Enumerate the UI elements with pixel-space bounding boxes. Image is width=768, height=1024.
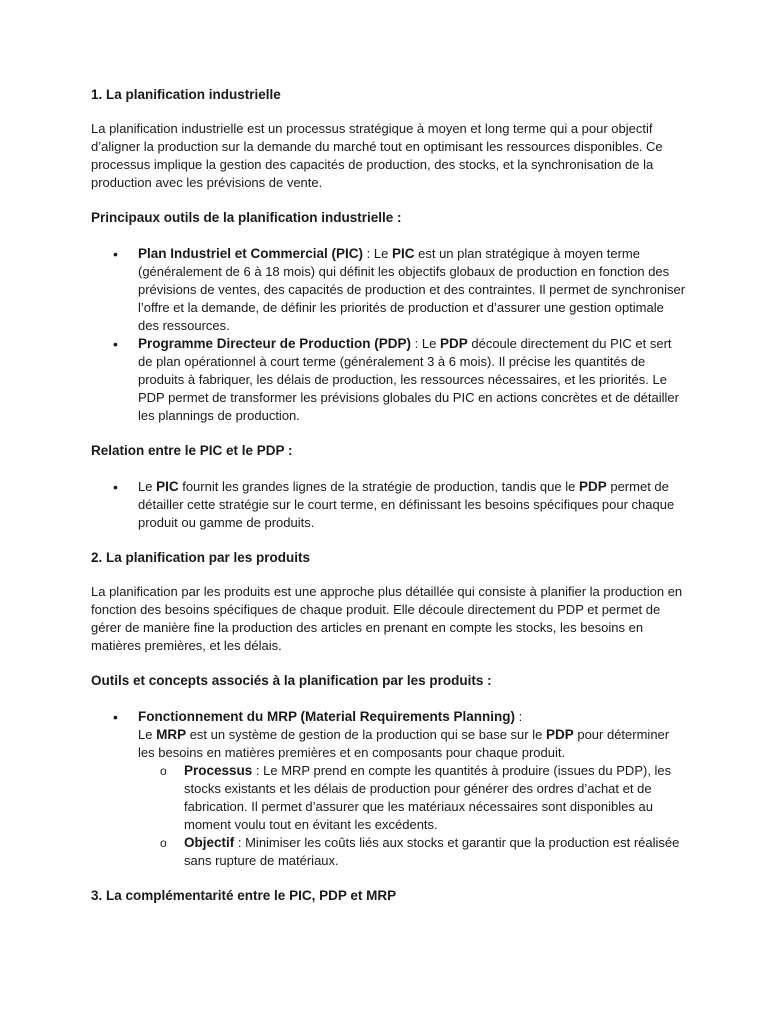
pdp-text: découle directement du PIC et sert de plan opérationnel à court terme (généralement 3 à 6 mois). Il précise les quantités de produits à fabriquer, les délais de production, les ressources nécessaires, et les priorités. Le PDP permet de transformer les prévisions globales du PIC en actions concrètes et de détailler les plannings de production.: [138, 336, 679, 423]
mrp-post: pour déterminer les besoins en matières premières et en composants pour chaque produit.: [138, 727, 670, 760]
pdp-term: Programme Directeur de Production (PDP): [138, 336, 412, 351]
mrp-abbr-pdp: PDP: [545, 727, 574, 742]
processus-text: : Le MRP prend en compte les quantités à produire (issues du PDP), les stocks existants et les délais de production pour générer des ordres d’achat et de fabrication. Il permet d’assurer que les matériaux nécessaires sont disponibles au moment voulu tout en évitant les excédents.: [184, 763, 672, 832]
relation-mid: fournit les grandes lignes de la stratégie de production, tandis que le: [178, 479, 579, 494]
pic-abbr: PIC: [391, 246, 415, 261]
section-3-title: 3. La complémentarité entre le PIC, PDP et MRP: [91, 888, 397, 903]
section-2-tools-heading: Outils et concepts associés à la planification par les produits :: [91, 673, 492, 688]
document-page: [91, 86, 687, 905]
list-item-pic: [91, 245, 687, 335]
mrp-sublist: [138, 762, 687, 870]
section-1-tools-list: [91, 245, 687, 425]
list-item-relation: [91, 478, 687, 532]
relation-post: permet de détailler cette stratégie sur le court terme, en définissant les besoins spécifiques pour chaque produit ou gamme de produits.: [138, 479, 675, 530]
mrp-mid: est un système de gestion de la production qui se base sur le: [186, 727, 546, 742]
pic-text: est un plan stratégique à moyen terme (généralement de 6 à 18 mois) qui définit les objectifs globaux de production en fonction des prévisions de ventes, des capacités de production et des contraintes. Il permet de synchroniser l’offre et la demande, de définir les priorités de production et d’assurer une gestion optimale des ressources.: [138, 246, 686, 333]
sub-item-processus: [138, 762, 687, 834]
list-item-mrp: [91, 708, 687, 870]
relation-abbr-pic: PIC: [156, 479, 179, 494]
sub-item-objectif: [138, 834, 687, 870]
relation-abbr-pdp: PDP: [578, 479, 607, 494]
section-1-title: 1. La planification industrielle: [91, 87, 281, 102]
objectif-term: Objectif: [184, 835, 235, 850]
relation-heading: Relation entre le PIC et le PDP :: [91, 443, 293, 458]
mrp-abbr: MRP: [156, 727, 187, 742]
list-item-pdp: [91, 335, 687, 425]
pdp-abbr: PDP: [439, 336, 468, 351]
mrp-colon: :: [515, 709, 523, 724]
section-1-intro: La planification industrielle est un processus stratégique à moyen et long terme qui a pour objectif d’aligner la production sur la demande du marché tout en optimisant les ressources disponibles. Ce processus implique la gestion des capacités de production, des stocks, et la synchronisation de la production avec les prévisions de vente.: [91, 121, 663, 190]
mrp-pre: Le: [138, 727, 157, 742]
relation-list: [91, 478, 687, 532]
processus-term: Processus: [184, 763, 253, 778]
mrp-term: Fonctionnement du MRP (Material Requirements Planning): [138, 709, 516, 724]
section-2-intro: La planification par les produits est une approche plus détaillée qui consiste à planifier la production en fonction des besoins spécifiques de chaque produit. Elle découle directement du PDP et permet de gérer de manière fine la production des articles en prenant en compte les stocks, les besoins en matières premières, et les délais.: [91, 584, 683, 653]
section-2-title: 2. La planification par les produits: [91, 550, 311, 565]
objectif-text: : Minimiser les coûts liés aux stocks et garantir que la production est réalisée sans rupture de matériaux.: [184, 835, 680, 868]
pic-term: Plan Industriel et Commercial (PIC): [138, 246, 364, 261]
section-2-tools-list: [91, 708, 687, 870]
pic-sep: : Le: [363, 246, 392, 261]
section-1-tools-heading: Principaux outils de la planification industrielle :: [91, 210, 402, 225]
relation-pre: Le: [138, 479, 157, 494]
pdp-sep: : Le: [411, 336, 440, 351]
